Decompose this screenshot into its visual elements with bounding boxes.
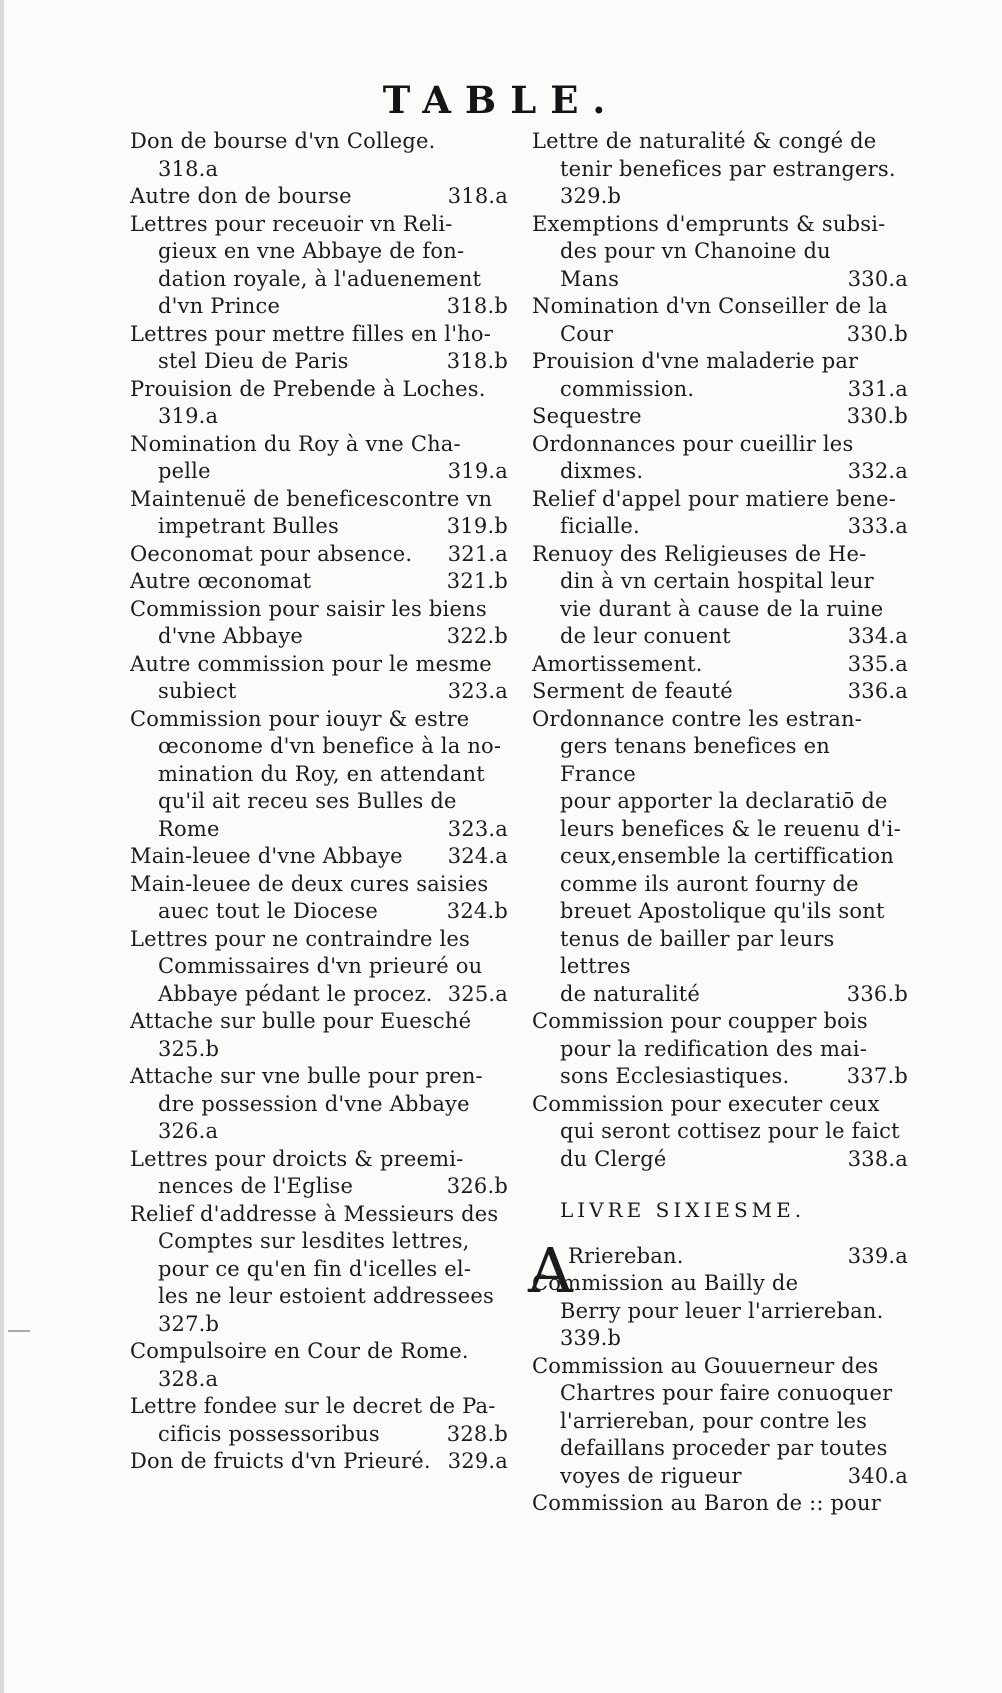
entry-page-ref: 321.b — [446, 569, 508, 593]
entry-page-ref: 325.b — [158, 1036, 220, 1061]
right-column-entries — [532, 128, 908, 1173]
entry-page-ref: 340.a — [847, 1463, 908, 1488]
index-entry — [130, 568, 508, 596]
index-entry — [532, 431, 908, 486]
entry-page-ref: 326.a — [158, 1119, 219, 1143]
index-entry — [130, 651, 508, 706]
entry-title: Relief d'addresse à Messieurs des Comptes sur lesdites lettres, pour ce qu'en fin d'icelles el- les ne leur estoient addressees — [130, 1201, 499, 1308]
entry-title: Lettres pour receuoir vn Reli- gieux en vne Abbaye de fon- dation royale, à l'aduenement d'vn Prince — [130, 211, 482, 318]
right-column — [528, 128, 908, 1518]
entry-page-ref: 318.b — [446, 294, 508, 318]
index-entry — [532, 1091, 908, 1174]
entry-title: Ordonnances pour cueillir les dixmes. — [532, 431, 854, 483]
index-entry — [130, 376, 508, 431]
entry-page-ref: 329.a — [447, 1449, 508, 1473]
entry-title: Renuoy des Religieuses de He- din à vn certain hospital leur vie durant à cause de la ruine de leur conuent — [532, 541, 884, 648]
section-entries — [528, 1233, 908, 1518]
index-entry — [130, 1448, 508, 1476]
entry-page-ref: 330.b — [846, 321, 908, 346]
entry-page-ref: 328.a — [158, 1366, 219, 1391]
entry-page-ref: 335.a — [847, 651, 908, 676]
entry-page-ref: 326.b — [446, 1174, 508, 1198]
entry-title: Amortissement. — [532, 651, 703, 676]
entry-title: Commission au Baron de :: pour — [532, 1491, 881, 1515]
entry-page-ref: 323.a — [447, 679, 508, 703]
index-entry — [130, 431, 508, 486]
entry-page-ref: 332.a — [847, 459, 908, 483]
entry-title: Commission au Gouuerneur des Chartres pour faire conuoquer l'arriereban, pour contre les defaillans proceder par toutes voyes de rigueur — [532, 1353, 893, 1488]
entry-title: Lettre fondee sur le decret de Pa- cificis possessoribus — [130, 1394, 496, 1446]
entry-page-ref: 324.b — [446, 899, 508, 923]
index-entry — [130, 128, 508, 183]
entry-page-ref: 330.a — [847, 266, 908, 291]
page-edge — [0, 0, 4, 1693]
entry-page-ref: 329.b — [560, 184, 622, 208]
entry-title: Rriereban. — [568, 1243, 684, 1268]
index-entry — [130, 486, 508, 541]
entry-page-ref: 339.b — [560, 1326, 622, 1350]
entry-page-ref: 339.a — [847, 1243, 908, 1268]
entry-title: Attache sur vne bulle pour pren- dre possession d'vne Abbaye — [130, 1064, 483, 1116]
entry-title: Nomination du Roy à vne Cha- pelle — [130, 431, 461, 483]
entry-title: Autre commission pour le mesme subiect — [130, 651, 492, 703]
index-entry — [532, 403, 908, 431]
entry-title: Ordonnance contre les estran- gers tenans benefices en France pour apporter la declaratiō de leurs benefices & le reuenu d'i- ceux,ensemble la certiffication comme ils auront fourny de breuet Apostolique qu'ils sont tenus de bailler par leurs lettres de naturalité — [532, 706, 901, 1006]
index-entry — [532, 541, 908, 651]
index-entry — [130, 871, 508, 926]
entry-title: Compulsoire en Cour de Rome. — [130, 1339, 469, 1363]
index-entry — [532, 1270, 908, 1353]
index-entry — [130, 596, 508, 651]
index-entry — [532, 651, 908, 679]
index-entry — [130, 1063, 508, 1146]
index-entry — [130, 321, 508, 376]
entry-title: Exemptions d'emprunts & subsi- des pour vn Chanoine du Mans — [532, 211, 886, 291]
entry-title: Commission pour coupper bois pour la redification des mai- sons Ecclesiastiques. — [532, 1009, 868, 1088]
drop-cap: A — [528, 1233, 573, 1307]
entry-title: Lettres pour droicts & preemi- nences de l'Eglise — [130, 1146, 464, 1198]
index-entry — [532, 706, 908, 1009]
entry-page-ref: 319.b — [446, 514, 508, 538]
entry-title: Serment de feauté — [532, 679, 733, 703]
index-entry — [130, 843, 508, 871]
entry-title: Sequestre — [532, 404, 642, 428]
index-entry — [532, 293, 908, 348]
entry-page-ref: 319.a — [158, 404, 219, 428]
entry-page-ref: 334.a — [847, 624, 908, 648]
index-entry — [532, 678, 908, 706]
index-entry — [130, 1338, 508, 1393]
index-entry — [130, 706, 508, 844]
entry-title: Relief d'appel pour matiere bene- ficialle. — [532, 486, 896, 538]
index-entry — [532, 1490, 908, 1518]
entry-title: Don de fruicts d'vn Prieuré. — [130, 1449, 431, 1473]
entry-page-ref: 331.a — [847, 376, 908, 401]
entry-page-ref: 322.b — [446, 624, 508, 648]
index-entry — [532, 348, 908, 403]
entry-title: Commission pour iouyr & estre œconome d'vn benefice à la no- mination du Roy, en attendant qu'il ait receu ses Bulles de Rome — [130, 706, 502, 841]
index-entry — [130, 183, 508, 211]
left-column — [130, 128, 508, 1476]
index-entry — [130, 1146, 508, 1201]
index-entry — [532, 486, 908, 541]
index-entry — [532, 1353, 908, 1491]
entry-title: Lettre de naturalité & congé de tenir benefices par estrangers. — [532, 129, 896, 181]
entry-title: Lettres pour ne contraindre les Commissaires d'vn prieuré ou Abbaye pédant le procez. — [130, 926, 483, 1006]
entry-title: Commission pour executer ceux qui seront cottisez pour le faict du Clergé — [532, 1091, 900, 1171]
index-entry — [532, 1008, 908, 1091]
entry-page-ref: 338.a — [847, 1146, 908, 1171]
entry-title: Autre œconomat — [130, 569, 312, 593]
entry-page-ref: 318.a — [447, 184, 508, 208]
index-entry — [130, 1201, 508, 1339]
index-entry — [130, 926, 508, 1009]
entry-page-ref: 336.a — [847, 679, 908, 703]
entry-title: Commission pour saisir les biens d'vne Abbaye — [130, 596, 487, 648]
entry-page-ref: 325.a — [447, 981, 508, 1006]
entry-title: Main-leuee d'vne Abbaye — [130, 844, 403, 868]
page-title: TABLE. — [382, 78, 620, 122]
entry-title: Prouision de Prebende à Loches. — [130, 376, 486, 401]
entry-page-ref: 327.b — [158, 1311, 220, 1336]
index-entry — [532, 211, 908, 294]
entry-title: Nomination d'vn Conseiller de la Cour — [532, 294, 888, 346]
entry-page-ref: 336.b — [846, 981, 908, 1006]
entry-page-ref: 337.b — [846, 1064, 908, 1088]
entry-title: Lettres pour mettre filles en l'ho- stel Dieu de Paris — [130, 321, 492, 373]
entry-title: Commission au Bailly de Berry pour leuer l'arriereban. — [532, 1271, 884, 1323]
entry-page-ref: 318.b — [446, 349, 508, 373]
entry-title: Attache sur bulle pour Euesché — [130, 1009, 472, 1033]
entry-page-ref: 319.a — [447, 459, 508, 483]
index-entry — [532, 128, 908, 211]
index-entry — [130, 211, 508, 321]
entry-page-ref: 333.a — [847, 514, 908, 538]
entry-page-ref: 321.a — [447, 541, 508, 566]
entry-page-ref: 324.a — [447, 844, 508, 868]
index-entry — [130, 1393, 508, 1448]
section-heading: LIVRE SIXIESME. — [560, 1198, 806, 1222]
entry-title: Maintenuë de beneficescontre vn impetrant Bulles — [130, 486, 493, 538]
margin-mark — [8, 1330, 30, 1332]
entry-page-ref: 323.a — [447, 816, 508, 841]
entry-title: Oeconomat pour absence. — [130, 541, 413, 566]
entry-page-ref: 330.b — [846, 404, 908, 428]
entry-page-ref: 318.a — [158, 156, 219, 181]
entry-title: Prouision d'vne maladerie par commission. — [532, 349, 859, 401]
entry-title: Main-leuee de deux cures saisies auec tout le Diocese — [130, 871, 489, 923]
entry-title: Autre don de bourse — [130, 184, 352, 208]
index-entry — [130, 1008, 508, 1063]
index-entry — [130, 541, 508, 569]
entry-page-ref: 328.b — [446, 1421, 508, 1446]
entry-title: Don de bourse d'vn College. — [130, 129, 436, 153]
